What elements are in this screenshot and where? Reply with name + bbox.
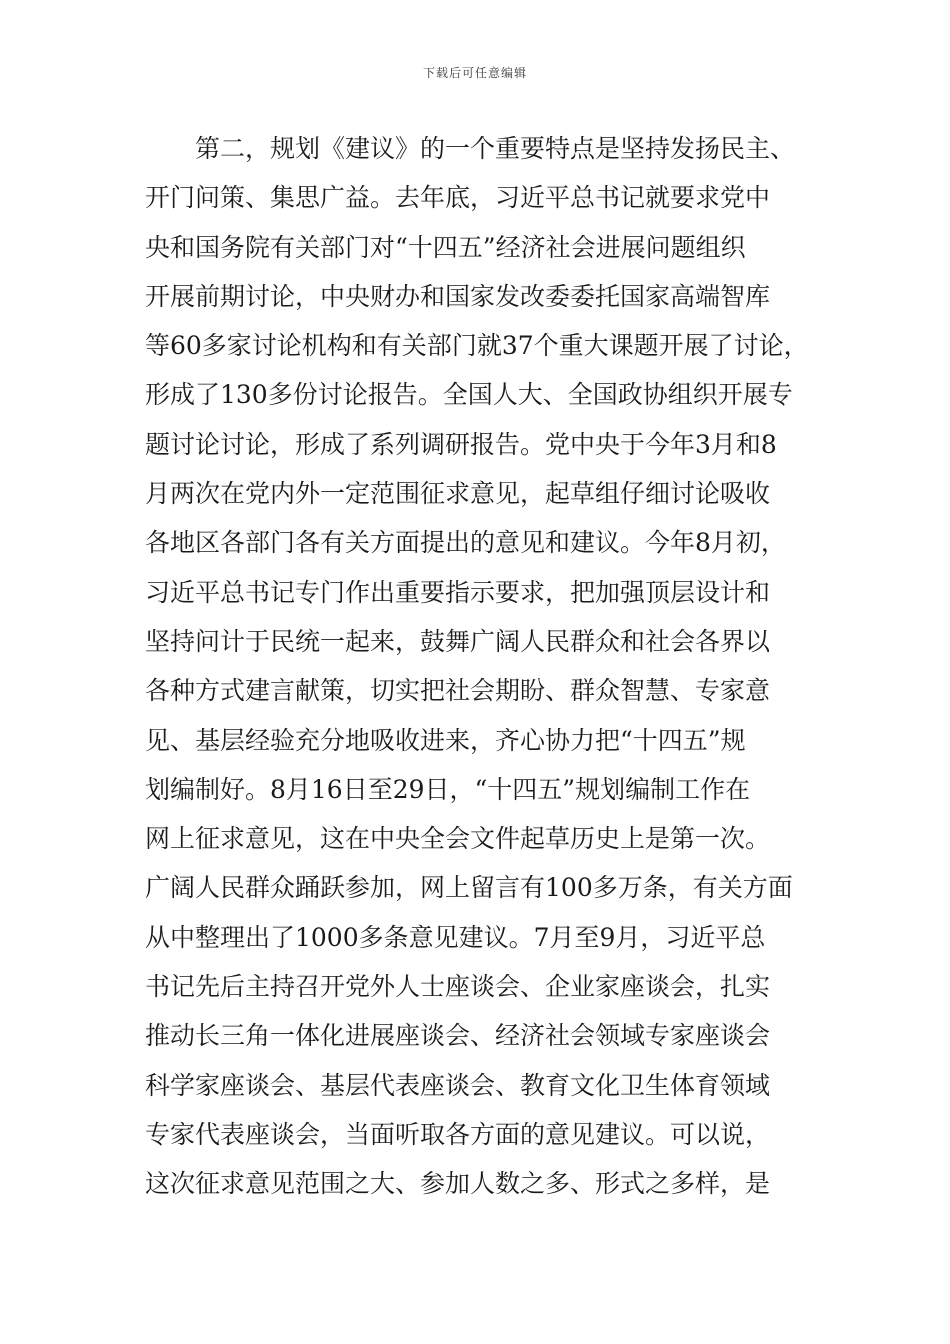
- text-line: 央和国务院有关部门对“十四五”经济社会进展问题组织: [145, 232, 746, 262]
- text-line: 第二，规划《建议》的一个重要特点是坚持发扬民主、: [195, 134, 796, 163]
- text-line: 开门问策、集思广益。去年底，习近平总书记就要求党中: [145, 183, 771, 213]
- text-line: 坚持问计于民统一起来，鼓舞广阔人民群众和社会各界以: [145, 626, 771, 656]
- text-line: 网上征求意见，这在中央全会文件起草历史上是第一次。: [145, 824, 771, 854]
- text-line: 见、基层经验充分地吸收进来，齐心协力把“十四五”规: [145, 725, 746, 755]
- text-line: 形成了130多份讨论报告。全国人大、全国政协组织开展专: [145, 380, 793, 410]
- text-line: 专家代表座谈会，当面听取各方面的意见建议。可以说，: [145, 1119, 771, 1149]
- header-note: 下载后可任意编辑: [422, 66, 527, 80]
- text-line: 科学家座谈会、基层代表座谈会、教育文化卫生体育领域: [145, 1070, 771, 1100]
- text-line: 月两次在党内外一定范围征求意见，起草组仔细讨论吸收: [145, 479, 771, 509]
- text-line: 推动长三角一体化进展座谈会、经济社会领域专家座谈会: [145, 1021, 771, 1051]
- text-line: 各种方式建言献策，切实把社会期盼、群众智慧、专家意: [145, 676, 771, 706]
- text-line: 广阔人民群众踊跃参加，网上留言有100多万条，有关方面: [145, 873, 793, 903]
- text-line: 习近平总书记专门作出重要指示要求，把加强顶层设计和: [145, 577, 771, 607]
- text-line: 书记先后主持召开党外人士座谈会、企业家座谈会，扎实: [145, 972, 771, 1002]
- text-line: 划编制好。8月16日至29日，“十四五”规划编制工作在: [145, 774, 751, 804]
- text-line: 开展前期讨论，中央财办和国家发改委委托国家高端智库: [145, 281, 771, 311]
- text-line: 各地区各部门各有关方面提出的意见和建议。今年8月初，: [145, 528, 786, 558]
- text-line: 这次征求意见范围之大、参加人数之多、形式之多样，是: [145, 1169, 771, 1199]
- text-line: 题讨论讨论，形成了系列调研报告。党中央于今年3月和8: [145, 429, 777, 459]
- document-body: [145, 124, 810, 1209]
- text-line: 从中整理出了1000多条意见建议。7月至9月，习近平总: [145, 922, 766, 952]
- text-line: 等60多家讨论机构和有关部门就37个重大课题开展了讨论，: [145, 331, 809, 361]
